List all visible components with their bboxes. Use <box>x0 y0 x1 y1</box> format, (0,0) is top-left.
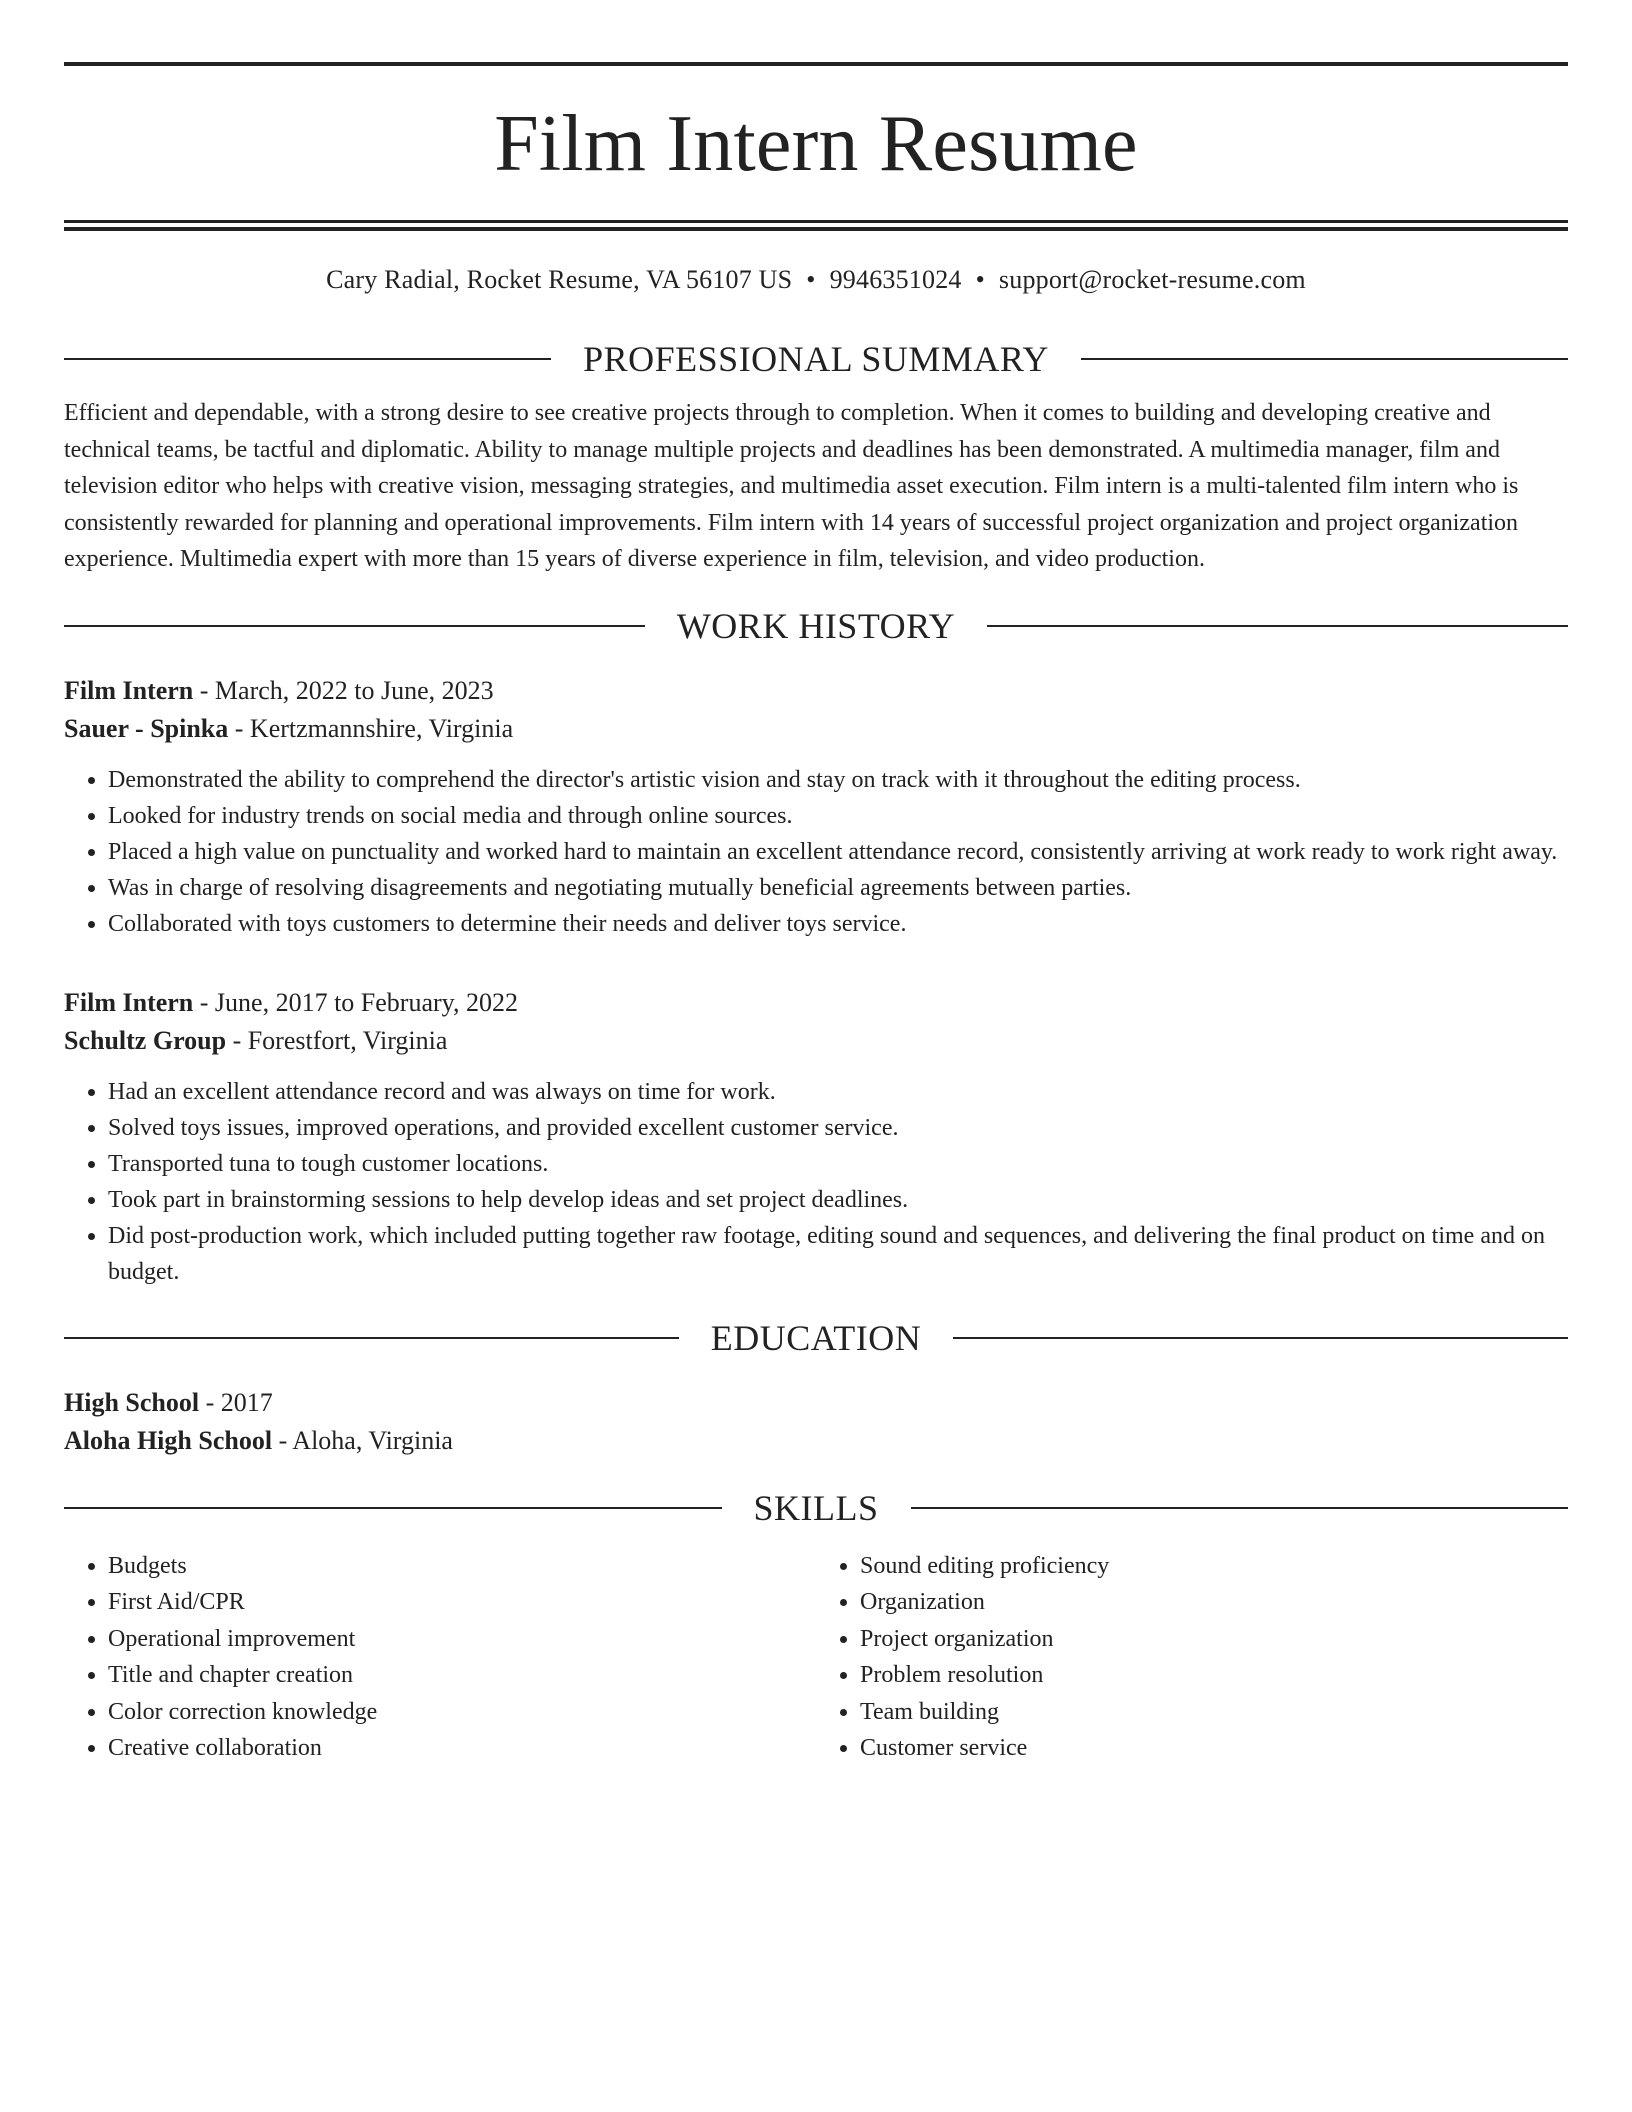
job-dates: - June, 2017 to February, 2022 <box>193 987 518 1017</box>
list-item: • Collaborated with toys customers to determine their needs and deliver toys service. <box>108 906 1568 942</box>
skills-list-left <box>64 1548 816 1767</box>
list-item: • Had an excellent attendance record and was always on time for work. <box>108 1074 1568 1110</box>
job-title-line <box>64 672 1568 710</box>
job-title-line <box>64 984 1568 1022</box>
list-item: • Team building <box>860 1694 1568 1731</box>
list-item: • Operational improvement <box>108 1621 816 1658</box>
list-item: • Title and chapter creation <box>108 1657 816 1694</box>
job-location: - Forestfort, Virginia <box>226 1025 448 1055</box>
work-section-heading <box>64 604 1568 648</box>
contact-separator: • <box>806 265 816 294</box>
contact-separator: • <box>975 265 985 294</box>
contact-line <box>64 263 1568 297</box>
list-item: • Budgets <box>108 1548 816 1585</box>
heading-rule-left <box>64 1337 679 1339</box>
list-item: • Customer service <box>860 1730 1568 1767</box>
skills-columns <box>64 1548 1568 1767</box>
list-item: • Took part in brainstorming sessions to help develop ideas and set project deadlines. <box>108 1182 1568 1218</box>
list-item: • Was in charge of resolving disagreements and negotiating mutually beneficial agreements between parties. <box>108 870 1568 906</box>
work-heading-label: WORK HISTORY <box>676 605 956 646</box>
education-entry <box>64 1384 1568 1460</box>
job-title: Film Intern <box>64 675 194 705</box>
job-entry-2 <box>64 984 1568 1290</box>
list-item: • Project organization <box>860 1621 1568 1658</box>
heading-rule-left <box>64 1507 722 1509</box>
skills-section-heading <box>64 1486 1568 1530</box>
skills-heading-label: SKILLS <box>753 1487 879 1528</box>
list-item: • Creative collaboration <box>108 1730 816 1767</box>
summary-heading-label: PROFESSIONAL SUMMARY <box>583 339 1049 379</box>
education-section-heading <box>64 1316 1568 1360</box>
job-company-line <box>64 1022 1568 1060</box>
education-location: - Aloha, Virginia <box>272 1425 453 1455</box>
education-degree-line <box>64 1384 1568 1422</box>
contact-address: Cary Radial, Rocket Resume, VA 56107 US <box>326 265 793 294</box>
title-double-rule <box>64 220 1568 231</box>
list-item: • Looked for industry trends on social media and through online sources. <box>108 798 1568 834</box>
list-item: • Transported tuna to tough customer locations. <box>108 1146 1568 1182</box>
job-title: Film Intern <box>64 987 194 1017</box>
heading-rule-right <box>911 1507 1569 1509</box>
contact-email: support@rocket-resume.com <box>998 265 1306 294</box>
job-company: Schultz Group <box>64 1025 227 1055</box>
list-item: • Solved toys issues, improved operations, and provided excellent customer service. <box>108 1110 1568 1146</box>
list-item: • Placed a high value on punctuality and worked hard to maintain an excellent attendance record, consistently arriving at work ready to work right away. <box>108 834 1568 870</box>
list-item: • Did post-production work, which included putting together raw footage, editing sound and sequences, and delivering the final product on time and on budget. <box>108 1218 1568 1290</box>
heading-rule-left <box>64 625 645 627</box>
top-rule <box>64 62 1568 66</box>
job-company-line <box>64 710 1568 748</box>
list-item: • First Aid/CPR <box>108 1584 816 1621</box>
heading-rule-right <box>987 625 1568 627</box>
heading-rule-left <box>64 358 551 360</box>
job-dates: - March, 2022 to June, 2023 <box>193 675 494 705</box>
education-school: Aloha High School <box>64 1425 273 1455</box>
job-company: Sauer - Spinka <box>64 713 229 743</box>
job-bullets <box>64 1074 1568 1290</box>
summary-section-heading <box>64 337 1568 381</box>
list-item: • Problem resolution <box>860 1657 1568 1694</box>
job-bullets <box>64 762 1568 942</box>
job-location: - Kertzmannshire, Virginia <box>228 713 514 743</box>
job-entry-1 <box>64 672 1568 942</box>
heading-rule-right <box>1081 358 1568 360</box>
skills-list-right <box>816 1548 1568 1767</box>
education-year: - 2017 <box>199 1387 273 1417</box>
list-item: • Sound editing proficiency <box>860 1548 1568 1585</box>
contact-phone: 9946351024 <box>829 265 962 294</box>
resume-title: Film Intern Resume <box>494 100 1138 188</box>
education-heading-label: EDUCATION <box>710 1317 922 1358</box>
education-degree: High School <box>64 1387 200 1417</box>
list-item: • Organization <box>860 1584 1568 1621</box>
heading-rule-right <box>953 1337 1568 1339</box>
education-school-line <box>64 1422 1568 1460</box>
list-item: • Demonstrated the ability to comprehend the director's artistic vision and stay on track with it throughout the editing process. <box>108 762 1568 798</box>
summary-text: Efficient and dependable, with a strong desire to see creative projects through to completion. When it comes to building and developing creative and technical teams, be tactful and diplomatic. Ability to manage multiple projects and deadlines has been demonstrated. A multimedia manager, film and television editor who helps with creative vision, messaging strategies, and multimedia asset execution. Film intern is a multi-talented film intern who is consistently rewarded for planning and operational improvements. Film intern with 14 years of successful project organization and project organization experience. Multimedia expert with more than 15 years of diverse experience in film, television, and video production. <box>64 400 1519 572</box>
list-item: • Color correction knowledge <box>108 1694 816 1731</box>
